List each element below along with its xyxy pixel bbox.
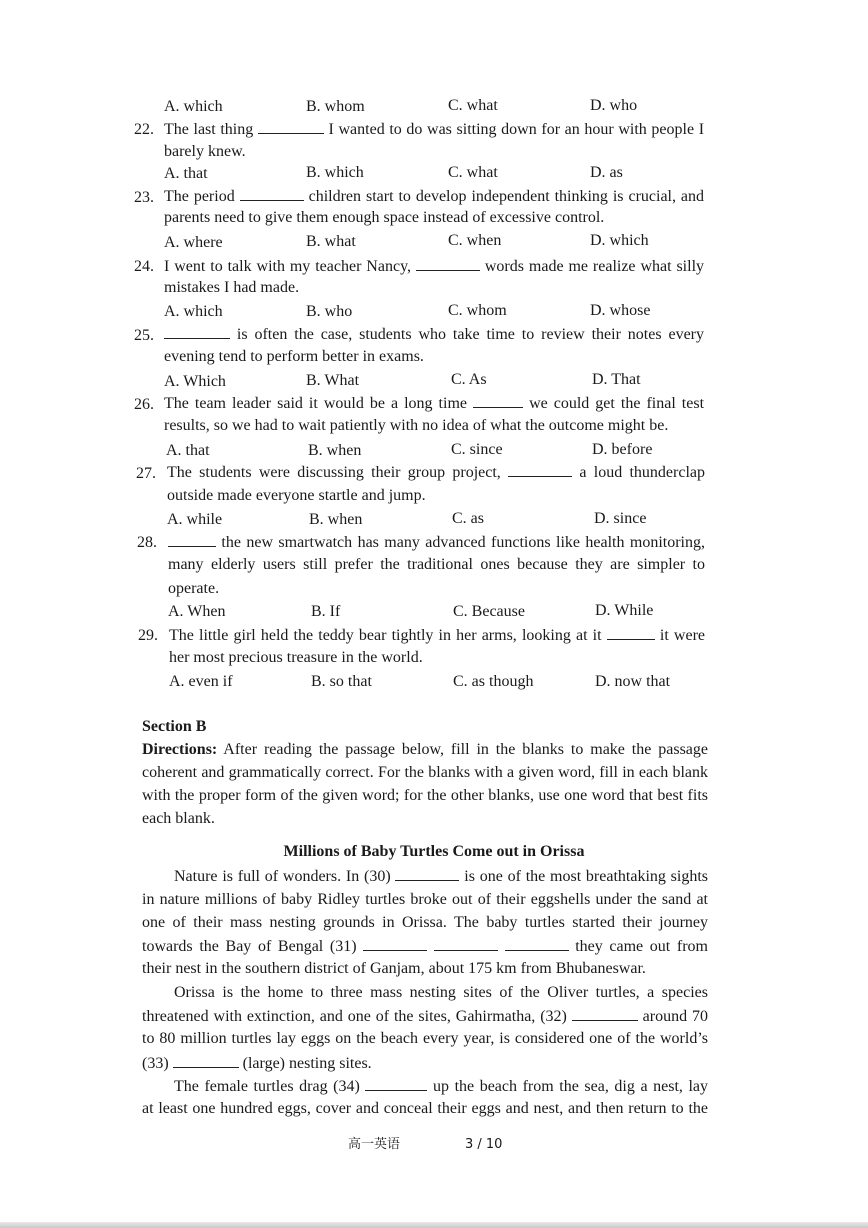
q24-text-a: I went to talk with my teacher Nancy, <box>164 258 412 275</box>
q23-line-2: parents need to give them enough space instead of excessive control. <box>164 209 605 226</box>
q24-option-a: A. which <box>164 303 223 320</box>
q22-option-d: D. as <box>590 164 623 181</box>
passage-line-9 <box>142 1053 708 1074</box>
q22-blank <box>258 119 324 134</box>
q27-text-a: The students were discussing their group project, <box>167 464 501 481</box>
passage-line-5: their nest in the southern district of Ganjam, about 175 km from Bhubaneswar. <box>142 960 646 977</box>
q23-option-d: D. which <box>590 232 649 249</box>
q22-text-b: I wanted to do was sitting down for an hour with people I <box>328 121 705 138</box>
passage-line-11: at least one hundred eggs, cover and conceal their eggs and nest, and then return to the <box>142 1100 708 1117</box>
directions-line-3: with the proper form of the given word; for the other blanks, use one word that best fits <box>142 787 708 804</box>
passage-text: is one of the most breathtaking sights <box>464 868 709 885</box>
q24-option-b: B. who <box>306 303 353 320</box>
directions-line-2: coherent and grammatically correct. For the blanks with a given word, fill in each blank <box>142 764 708 781</box>
passage-text: (33) <box>142 1055 169 1072</box>
q22-number: 22. <box>134 121 154 138</box>
q27-option-a: A. while <box>167 511 223 528</box>
q27-blank <box>508 462 572 477</box>
q29-option-c: C. as though <box>453 673 534 690</box>
blank-32 <box>572 1006 638 1021</box>
passage-text: threatened with extinction, and one of the sites, Gahirmatha, (32) <box>142 1008 567 1025</box>
q22-option-b: B. which <box>306 164 364 181</box>
q26-text-a: The team leader said it would be a long time <box>164 395 467 412</box>
passage-text: up the beach from the sea, dig a nest, lay <box>433 1078 709 1095</box>
q29-text-b: it were <box>659 627 706 644</box>
q29-option-d: D. now that <box>595 673 671 690</box>
q25-number: 25. <box>134 327 154 344</box>
q25-option-b: B. What <box>306 372 360 389</box>
blank-31c <box>505 936 569 951</box>
directions-label: Directions: <box>142 741 218 758</box>
passage-text: Nature is full of wonders. In (30) <box>174 868 391 885</box>
footer-page-number: 3 / 10 <box>465 1137 503 1152</box>
q22-text-a: The last thing <box>164 121 254 138</box>
q21-option-c: C. what <box>448 97 498 114</box>
passage-line-7 <box>142 1006 708 1027</box>
q24-blank <box>416 256 480 271</box>
q23-line-1 <box>164 186 704 207</box>
q27-line-2: outside made everyone startle and jump. <box>167 487 426 504</box>
passage-text: they came out from <box>575 938 708 955</box>
directions-text-1: After reading the passage below, fill in the blanks to make the passage <box>223 741 708 758</box>
q24-line-1 <box>164 256 704 277</box>
q23-number: 23. <box>134 189 154 206</box>
q26-option-a: A. that <box>166 442 210 459</box>
passage-line-10 <box>174 1076 708 1097</box>
passage-line-3: one of their mass nesting grounds in Orissa. The baby turtles started their journey <box>142 914 708 931</box>
q29-line-2: her most precious treasure in the world. <box>169 649 423 666</box>
footer-subject: 高一英语 <box>348 1137 401 1152</box>
q23-text-b: children start to develop independent thinking is crucial, and <box>308 188 705 205</box>
blank-31a <box>363 936 427 951</box>
q23-option-c: C. when <box>448 232 502 249</box>
q29-number: 29. <box>138 627 158 644</box>
blank-34 <box>365 1076 427 1091</box>
q26-number: 26. <box>134 396 154 413</box>
q24-option-c: C. whom <box>448 302 507 319</box>
q28-option-c: C. Because <box>453 603 525 620</box>
directions-line-1 <box>142 740 708 760</box>
q21-option-a: A. which <box>164 98 223 115</box>
q25-option-a: A. Which <box>164 373 226 390</box>
q26-option-c: C. since <box>451 441 503 458</box>
passage-line-8: to 80 million turtles lay eggs on the beach every year, is considered one of the world’s <box>142 1030 708 1047</box>
q22-option-c: C. what <box>448 164 498 181</box>
q25-text-b: is often the case, students who take time to review their notes every <box>236 326 705 343</box>
q24-line-2: mistakes I had made. <box>164 279 300 296</box>
passage-line-1 <box>174 866 708 887</box>
q25-option-d: D. That <box>592 371 641 388</box>
q26-option-d: D. before <box>592 441 653 458</box>
q27-option-d: D. since <box>594 510 647 527</box>
q25-line-2: evening tend to perform better in exams. <box>164 348 424 365</box>
q25-line-1 <box>164 324 704 345</box>
q27-option-b: B. when <box>309 511 363 528</box>
q29-text-a: The little girl held the teddy bear tightly in her arms, looking at it <box>169 627 602 644</box>
q28-line-3: operate. <box>168 580 220 597</box>
q28-blank <box>168 532 216 547</box>
directions-line-4: each blank. <box>142 810 215 827</box>
q26-blank <box>473 393 523 408</box>
q21-option-d: D. who <box>590 97 638 114</box>
q24-number: 24. <box>134 258 154 275</box>
q23-text-a: The period <box>164 188 235 205</box>
q22-line-1 <box>164 119 704 140</box>
q27-text-b: a loud thunderclap <box>579 464 705 481</box>
q29-blank <box>607 625 655 640</box>
q27-option-c: C. as <box>452 510 484 527</box>
scan-edge <box>0 1222 868 1228</box>
q25-blank <box>164 324 230 339</box>
q23-blank <box>240 186 304 201</box>
passage-line-6: Orissa is the home to three mass nesting sites of the Oliver turtles, a species <box>174 984 708 1001</box>
q23-option-b: B. what <box>306 233 356 250</box>
q26-line-2: results, so we had to wait patiently with no idea of what the outcome might be. <box>164 417 669 434</box>
q24-option-d: D. whose <box>590 302 651 319</box>
q27-number: 27. <box>136 465 156 482</box>
q22-option-a: A. that <box>164 165 208 182</box>
q28-number: 28. <box>137 534 157 551</box>
passage-text: towards the Bay of Bengal (31) <box>142 938 357 955</box>
passage-text: (large) nesting sites. <box>242 1055 372 1072</box>
q21-option-b: B. whom <box>306 98 365 115</box>
q25-option-c: C. As <box>451 371 487 388</box>
q26-text-b: we could get the final test <box>529 395 705 412</box>
q28-text-b: the new smartwatch has many advanced functions like health monitoring, <box>221 534 705 551</box>
q28-option-a: A. When <box>168 603 226 620</box>
q24-text-b: words made me realize what silly <box>484 258 705 275</box>
q28-option-d: D. While <box>595 602 654 619</box>
passage-text: around 70 <box>642 1008 709 1025</box>
q27-line-1 <box>167 462 705 483</box>
passage-title: Millions of Baby Turtles Come out in Orissa <box>283 843 585 860</box>
q29-option-b: B. so that <box>311 673 372 690</box>
passage-line-2: in nature millions of baby Ridley turtles broke out of their eggshells under the sand at <box>142 891 708 908</box>
q26-option-b: B. when <box>308 442 362 459</box>
blank-30 <box>395 866 459 881</box>
passage-text: The female turtles drag (34) <box>174 1078 360 1095</box>
q26-line-1 <box>164 393 704 414</box>
q28-option-b: B. If <box>311 603 341 620</box>
q28-line-2: many elderly users still prefer the traditional ones because they are simpler to <box>168 556 705 573</box>
section-b-heading: Section B <box>142 718 207 735</box>
q29-option-a: A. even if <box>169 673 233 690</box>
blank-33 <box>173 1053 239 1068</box>
q29-line-1 <box>169 625 705 646</box>
blank-31b <box>434 936 498 951</box>
passage-line-4 <box>142 936 708 957</box>
q23-option-a: A. where <box>164 234 223 251</box>
q22-line-2: barely knew. <box>164 143 246 160</box>
q28-line-1 <box>168 532 705 553</box>
